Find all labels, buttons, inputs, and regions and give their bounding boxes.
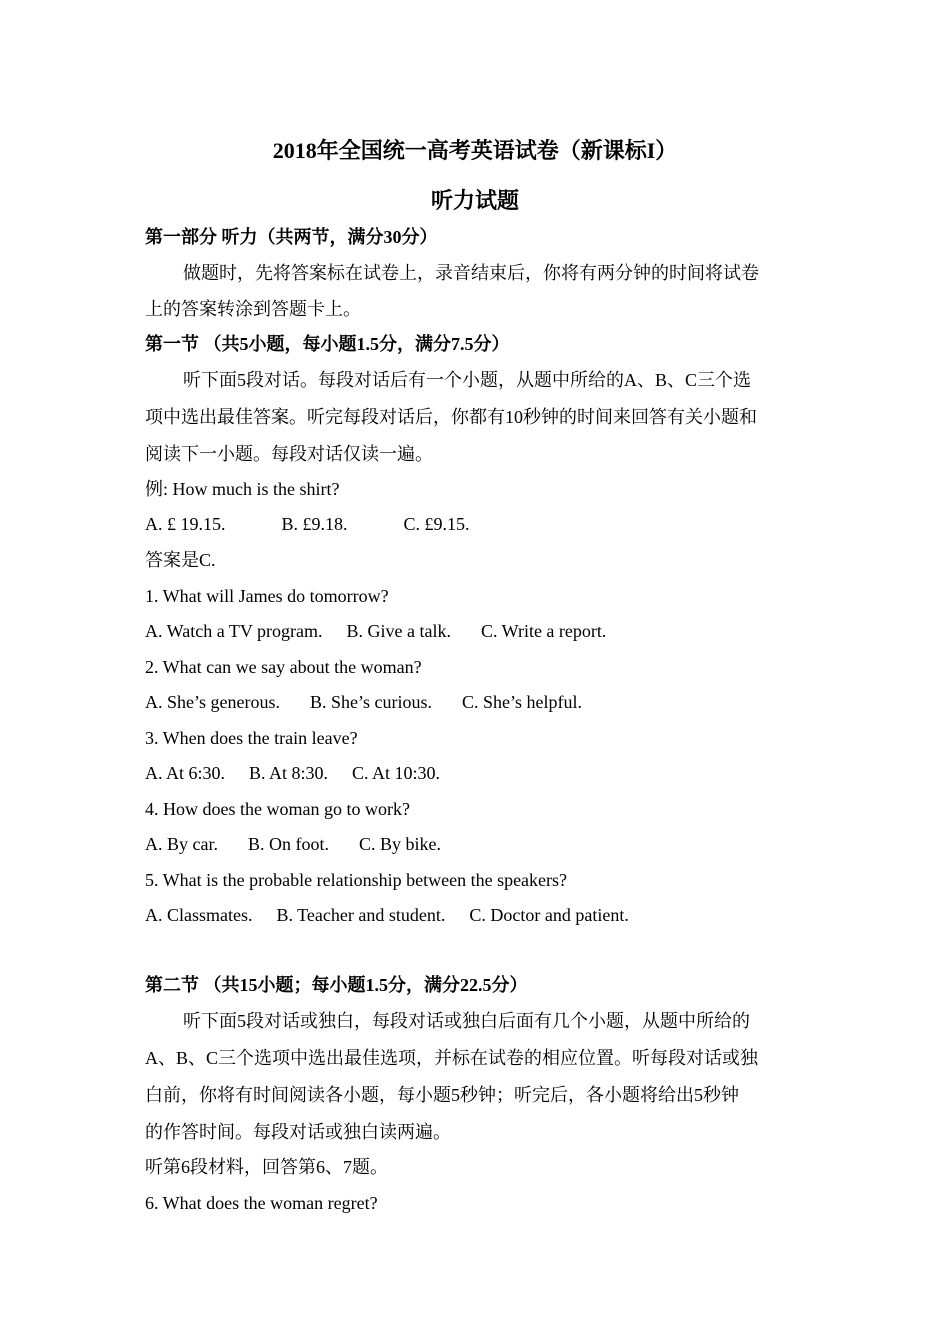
section2-instruction-line3: 白前，你将有时间阅读各小题，每小题5秒钟；听完后，各小题将给出5秒钟: [145, 1085, 739, 1105]
example-option-b: B. £9.18.: [281, 514, 348, 534]
option-c: C. Write a report.: [481, 621, 607, 641]
example-question: 例: How much is the shirt?: [145, 479, 340, 499]
option-a: A. Watch a TV program.: [145, 621, 323, 641]
question-5: 5. What is the probable relationship between the speakers?: [145, 870, 568, 890]
part1-instruction-line2: 上的答案转涂到答题卡上。: [145, 299, 361, 319]
question-2: 2. What can we say about the woman?: [145, 657, 422, 677]
option-c: C. She’s helpful.: [462, 692, 582, 712]
question-2-options: [145, 690, 810, 714]
document-title: 2018年全国统一高考英语试卷（新课标I）: [272, 138, 678, 163]
part1-instruction-line1: 做题时，先将答案标在试卷上，录音结束后，你将有两分钟的时间将试卷: [183, 263, 759, 283]
material-6-label: 听第6段材料，回答第6、7题。: [145, 1157, 388, 1177]
section1-heading: 第一节 （共5小题，每小题1.5分，满分7.5分）: [145, 334, 510, 354]
option-b: B. At 8:30.: [249, 763, 329, 783]
question-3-options: [145, 761, 810, 785]
question-1-options: [145, 619, 810, 643]
option-a: A. By car.: [145, 834, 218, 854]
section1-instruction-line1: 听下面5段对话。每段对话后有一个小题，从题中所给的A、B、C三个选: [183, 370, 752, 390]
question-5-options: [145, 903, 810, 927]
option-b: B. She’s curious.: [309, 692, 432, 712]
section1-instruction-line3: 阅读下一小题。每段对话仅读一遍。: [145, 444, 433, 464]
example-options: [145, 512, 810, 536]
section2-heading: 第二节 （共15小题；每小题1.5分，满分22.5分）: [145, 975, 528, 995]
option-c: C. By bike.: [358, 834, 441, 854]
section2-instruction-line1: 听下面5段对话或独白，每段对话或独白后面有几个小题，从题中所给的: [183, 1011, 750, 1031]
example-answer: 答案是C.: [145, 550, 216, 570]
question-4-options: [145, 832, 810, 856]
example-option-a: A. £ 19.15.: [145, 514, 226, 534]
option-c: C. At 10:30.: [352, 763, 441, 783]
option-a: A. She’s generous.: [145, 692, 280, 712]
option-a: A. At 6:30.: [145, 763, 226, 783]
question-4: 4. How does the woman go to work?: [145, 799, 410, 819]
option-b: B. Teacher and student.: [276, 905, 446, 925]
option-b: B. On foot.: [247, 834, 329, 854]
section2-instruction-line4: 的作答时间。每段对话或独白读两遍。: [145, 1122, 451, 1142]
part1-heading: 第一部分 听力（共两节，满分30分）: [145, 227, 438, 247]
example-option-c: C. £9.15.: [403, 514, 470, 534]
option-a: A. Classmates.: [145, 905, 253, 925]
section2-instruction-line2: A、B、C三个选项中选出最佳选项，并标在试卷的相应位置。听每段对话或独: [145, 1048, 759, 1068]
question-1: 1. What will James do tomorrow?: [145, 586, 389, 606]
option-b: B. Give a talk.: [346, 621, 451, 641]
question-3: 3. When does the train leave?: [145, 728, 358, 748]
question-6: 6. What does the woman regret?: [145, 1193, 378, 1213]
section1-instruction-line2: 项中选出最佳答案。听完每段对话后，你都有10秒钟的时间来回答有关小题和: [145, 407, 757, 427]
option-c: C. Doctor and patient.: [469, 905, 629, 925]
document-subtitle: 听力试题: [430, 188, 519, 213]
